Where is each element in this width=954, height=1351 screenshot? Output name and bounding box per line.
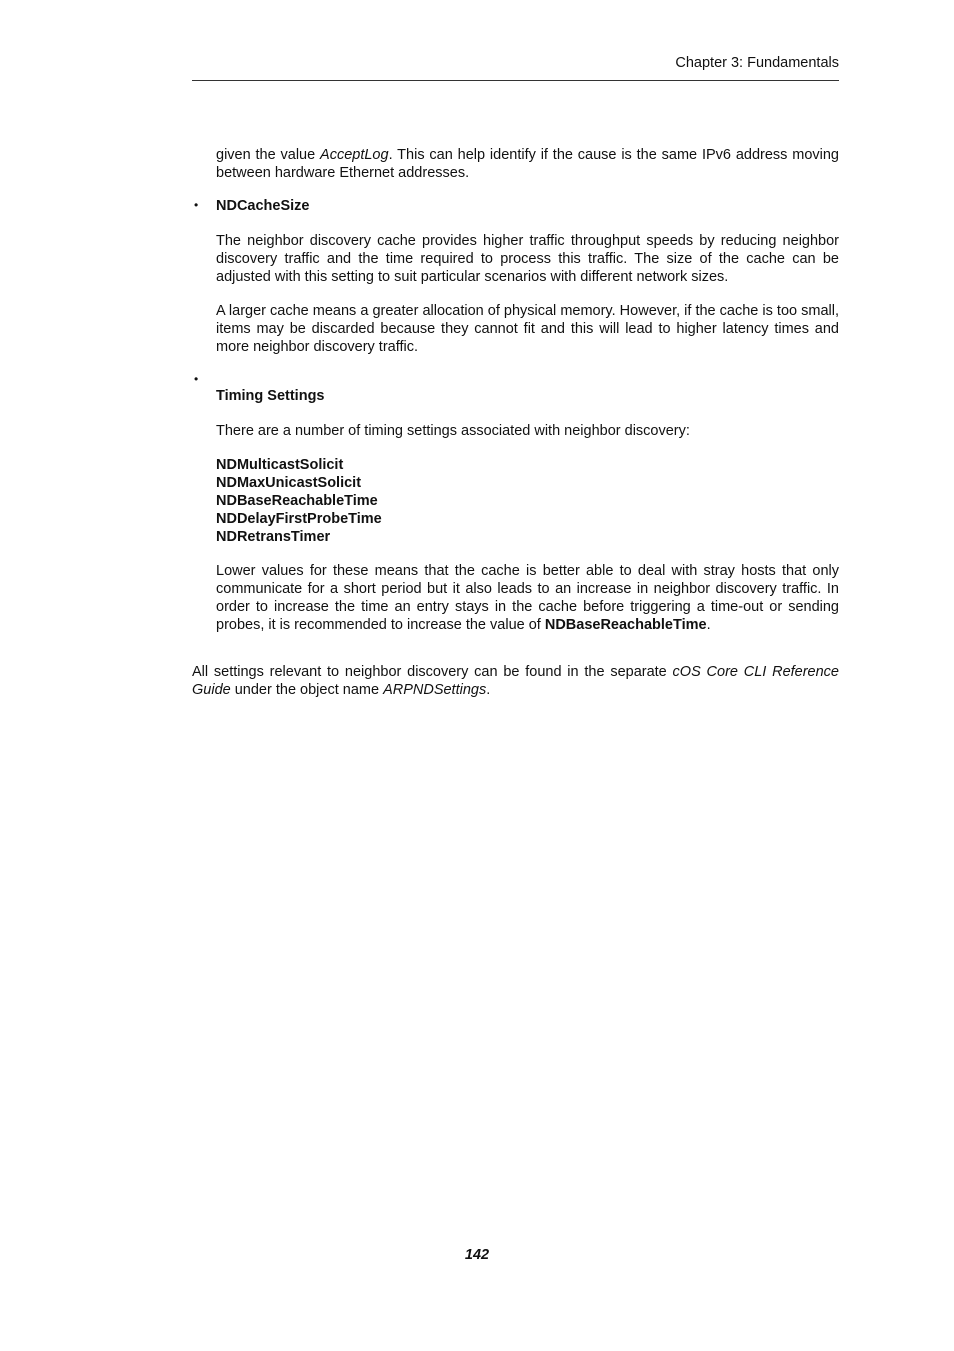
bullet-timing-settings: • [194, 372, 199, 386]
ndcachesize-paragraph-1: The neighbor discovery cache provides higher traffic throughput speeds by reducing neighbor discovery traffic and the time required to process this traffic. The size of the cache can be adjusted with this setting to suit particular scenarios with different network sizes. [216, 233, 839, 285]
running-header: Chapter 3: Fundamentals [675, 55, 839, 71]
closing-text-before: All settings relevant to neighbor discovery can be found in the separate [192, 664, 673, 680]
intro-text-after: . This can help identify if the cause is the same IPv6 address moving between hardware Ethernet addresses. [216, 147, 839, 181]
param-ndretranstimer: NDRetransTimer [216, 529, 331, 545]
closing-text-middle: under the object name [230, 682, 384, 698]
ndcachesize-title: NDCacheSize [216, 198, 310, 214]
closing-text-after: . [486, 682, 491, 698]
header-rule [192, 80, 839, 81]
closing-paragraph [192, 663, 839, 699]
param-ndbasereachabletime: NDBaseReachableTime [216, 493, 378, 509]
timing-settings-title: Timing Settings [216, 388, 325, 404]
param-ndmulticastsolicit: NDMulticastSolicit [216, 457, 344, 473]
timing-settings-note [216, 562, 839, 634]
page-number: 142 [464, 1247, 490, 1263]
intro-paragraph [216, 146, 839, 182]
timing-note-param: NDBaseReachableTime [544, 617, 707, 633]
timing-settings-intro: There are a number of timing settings associated with neighbor discovery: [216, 423, 690, 439]
param-nddelayfirstprobetime: NDDelayFirstProbeTime [216, 511, 382, 527]
object-name: ARPNDSettings [383, 682, 487, 698]
param-ndmaxunicastsolicit: NDMaxUnicastSolicit [216, 475, 362, 491]
intro-text-before: given the value [216, 147, 321, 163]
ndcachesize-paragraph-2: A larger cache means a greater allocation of physical memory. However, if the cache is too small, items may be discarded because they cannot fit and this will lead to higher latency times and more neighbor discovery traffic. [216, 303, 839, 355]
bullet-ndcachesize: • [194, 198, 199, 212]
accept-log-term: AcceptLog [320, 147, 389, 163]
timing-parameter-list [216, 456, 839, 546]
timing-note-text: Lower values for these means that the cache is better able to deal with stray hosts that only communicate for a short period but it also leads to an increase in neighbor discovery traffic. In order to increase the time an entry stays in the cache before triggering a time-out or sending probes, it is recommended to increase the value of [216, 563, 839, 633]
reference-guide-title: cOS Core CLI Reference Guide [192, 664, 839, 698]
timing-note-end: . [706, 617, 711, 633]
